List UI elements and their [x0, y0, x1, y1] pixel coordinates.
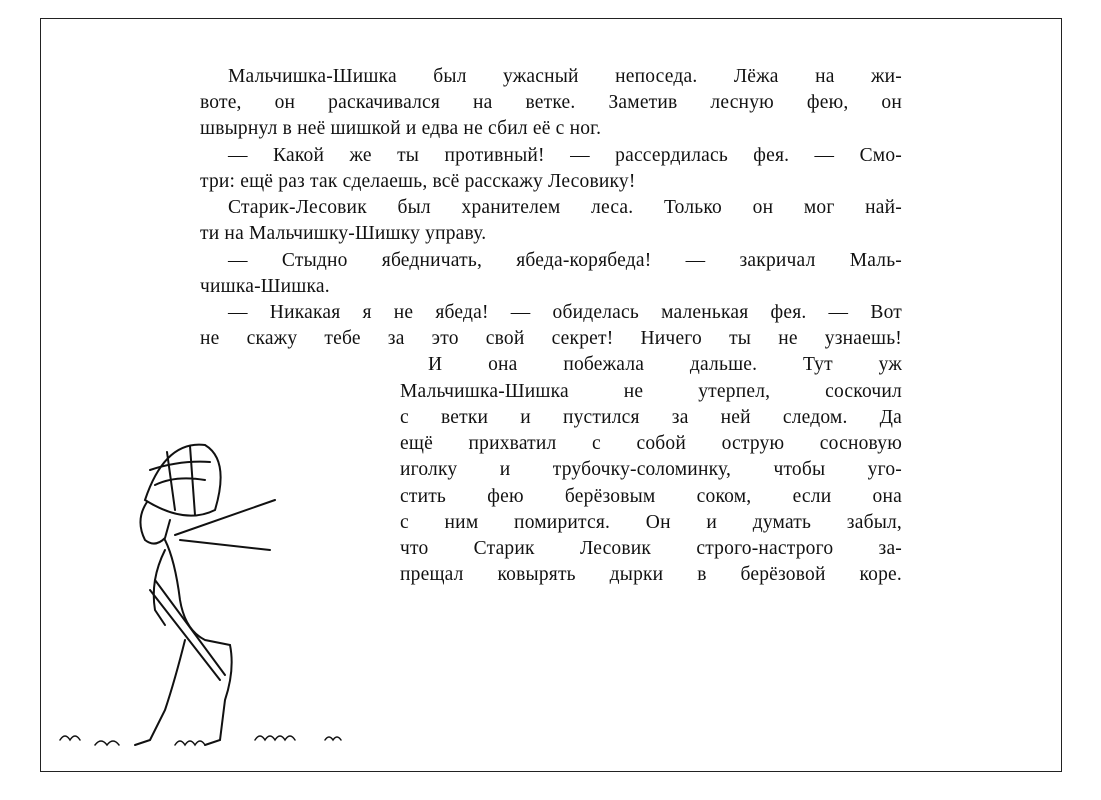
text-line: чишка-Шишка.: [200, 276, 330, 297]
text-line: — Какой же ты противный! — рассердилась фея. — Смо-: [228, 145, 902, 166]
text-line: Мальчишка-Шишка был ужасный непоседа. Лёжа на жи-: [228, 66, 902, 87]
text-line: прещал ковырять дырки в берёзовой коре.: [400, 564, 902, 585]
text-line: воте, он раскачивался на ветке. Заметив лесную фею, он: [200, 92, 902, 113]
text-line: Старик-Лесовик был хранителем леса. Только он мог най-: [228, 197, 902, 218]
text-line: ти на Мальчишку-Шишку управу.: [200, 223, 487, 244]
text-line: — Стыдно ябедничать, ябеда-корябеда! — закричал Маль-: [228, 250, 902, 271]
text-line: — Никакая я не ябеда! — обиделась маленькая фея. — Вот: [228, 302, 902, 323]
text-line: три: ещё раз так сделаешь, всё расскажу Лесовику!: [200, 171, 636, 192]
boy-illustration: [55, 440, 385, 770]
text-line: не скажу тебе за это свой секрет! Ничего ты не узнаешь!: [200, 328, 902, 349]
text-line: с ветки и пустился за ней следом. Да: [400, 407, 902, 428]
boy-figure: [135, 500, 275, 745]
text-line: с ним помирится. Он и думать забыл,: [400, 512, 902, 533]
text-line: И она побежала дальше. Тут уж: [428, 354, 902, 375]
text-line: иголку и трубочку-соломинку, чтобы уго-: [400, 459, 902, 480]
text-line: ещё прихватил с собой острую сосновую: [400, 433, 902, 454]
text-line: стить фею берёзовым соком, если она: [400, 486, 902, 507]
text-line: швырнул в неё шишкой и едва не сбил её с ног.: [200, 118, 602, 139]
text-line: Мальчишка-Шишка не утерпел, соскочил: [400, 381, 902, 402]
pinecone-hat: [145, 445, 221, 516]
grass: [60, 736, 341, 745]
text-line: что Старик Лесовик строго-настрого за-: [400, 538, 902, 559]
